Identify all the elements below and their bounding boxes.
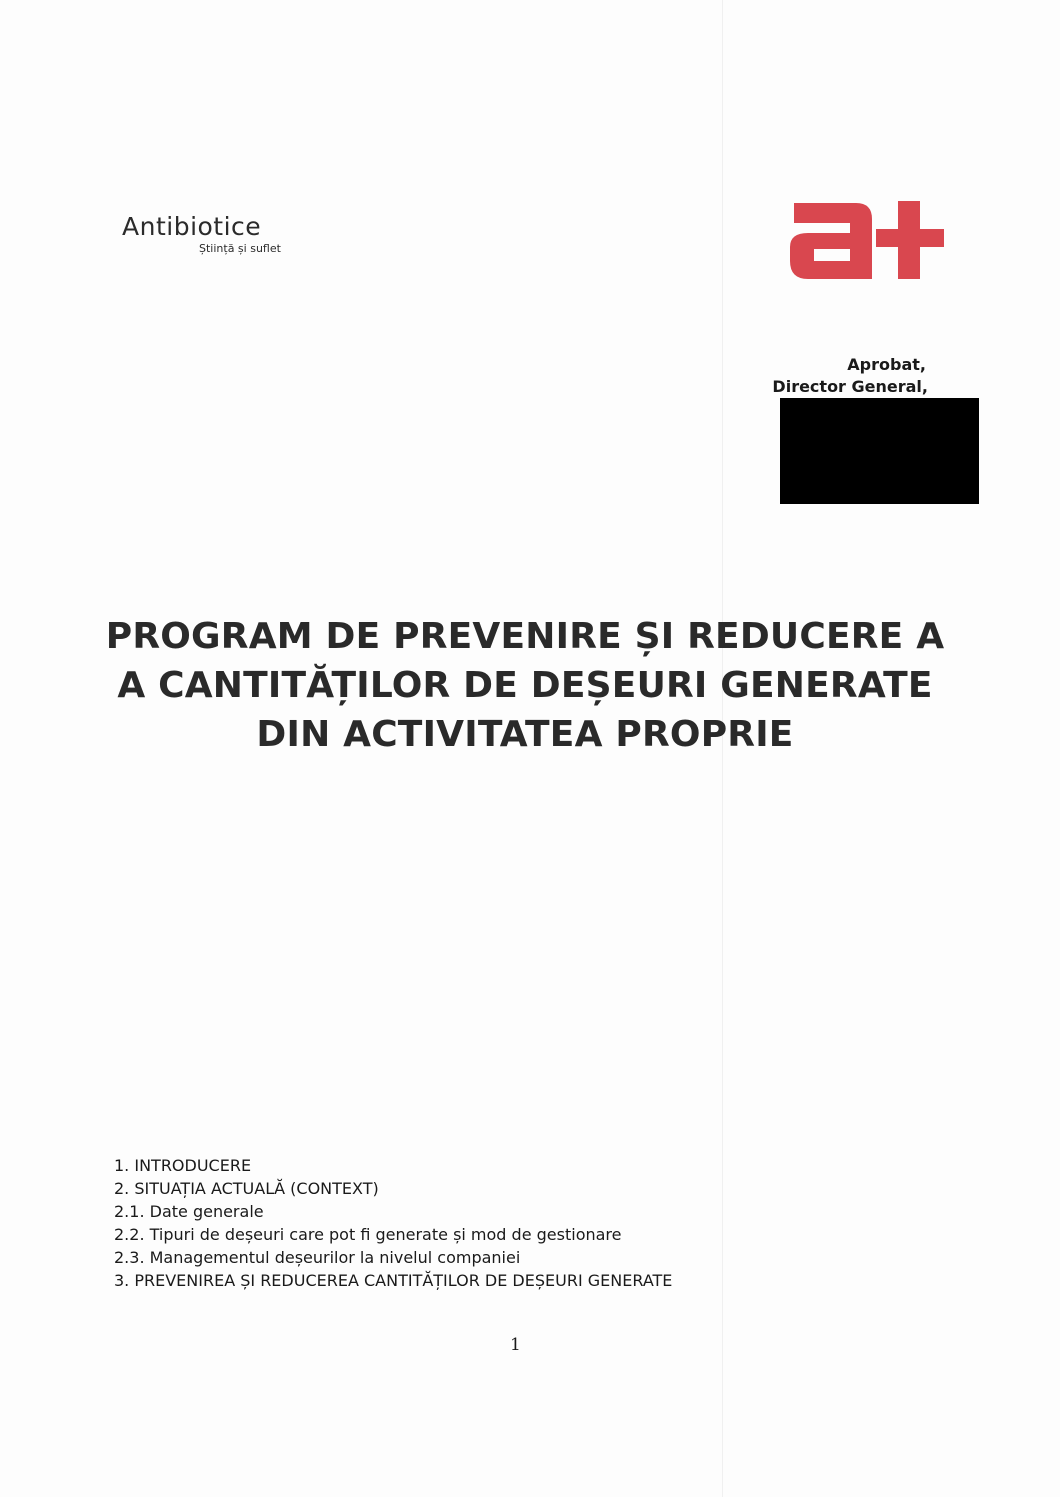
brand-name: Antibiotice xyxy=(122,212,262,241)
document-title xyxy=(100,612,950,759)
title-line-2: A CANTITĂȚILOR DE DEȘEURI GENERATE xyxy=(117,665,933,706)
toc-item: 2.2. Tipuri de deșeuri care pot fi generate și mod de gestionare xyxy=(114,1225,622,1244)
table-of-contents xyxy=(114,1154,672,1292)
approval-role: Director General, xyxy=(772,377,928,396)
toc-item: 3. PREVENIREA ȘI REDUCEREA CANTITĂȚILOR DE DEȘEURI GENERATE xyxy=(114,1271,673,1290)
brand-tagline: Știință și suflet xyxy=(199,242,281,255)
toc-item: 1. INTRODUCERE xyxy=(114,1156,252,1175)
page-number: 1 xyxy=(510,1335,521,1355)
a-plus-logo-icon xyxy=(786,195,948,285)
title-line-1: PROGRAM DE PREVENIRE ȘI REDUCERE A xyxy=(105,616,945,657)
antibiotice-logo xyxy=(122,210,322,255)
approval-label: Aprobat, xyxy=(847,355,926,374)
signature-redaction-tab xyxy=(928,398,979,418)
toc-item: 2. SITUAȚIA ACTUALĂ (CONTEXT) xyxy=(114,1179,379,1198)
toc-item: 2.3. Managementul deșeurilor la nivelul companiei xyxy=(114,1248,521,1267)
toc-item: 2.1. Date generale xyxy=(114,1202,264,1221)
title-line-3: DIN ACTIVITATEA PROPRIE xyxy=(256,714,794,755)
